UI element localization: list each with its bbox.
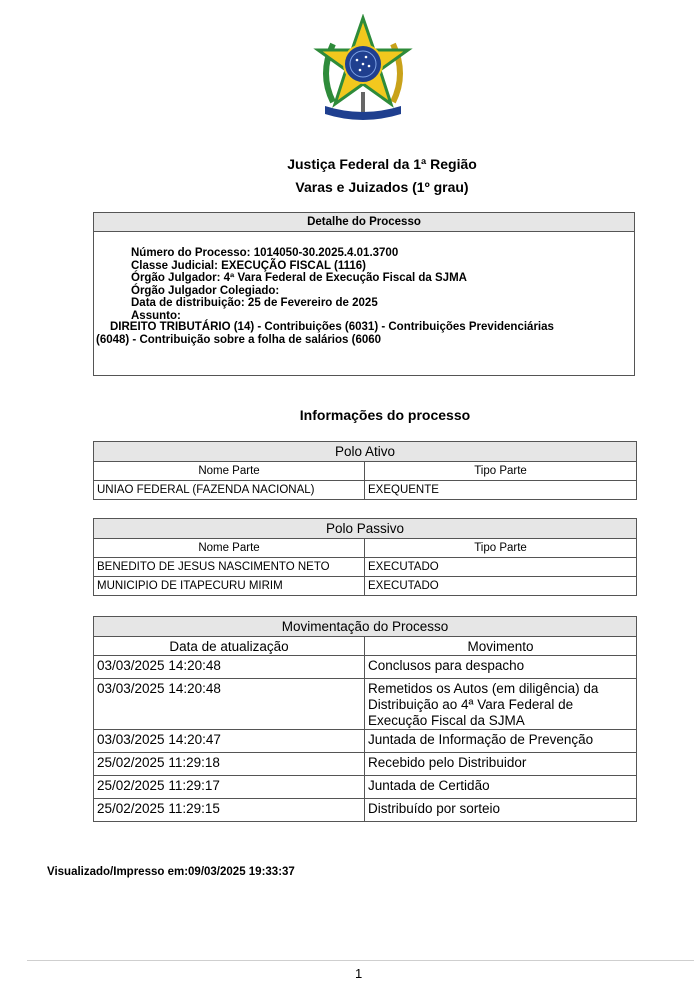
court-title: Justiça Federal da 1ª Região xyxy=(287,156,477,172)
table-row xyxy=(94,753,637,776)
process-movements-table xyxy=(93,616,637,822)
judicial-class: Classe Judicial: EXECUÇÃO FISCAL (1116) xyxy=(131,259,366,272)
process-info-title: Informações do processo xyxy=(299,407,471,423)
table-row xyxy=(94,730,637,753)
movement-date: 03/03/2025 14:20:48 xyxy=(94,656,365,679)
movement-description: Juntada de Certidão xyxy=(365,776,637,799)
subject-line-2: (6048) - Contribuição sobre a folha de salários (6060 xyxy=(96,334,382,346)
party-type: EXECUTADO xyxy=(365,558,637,577)
active-party-table xyxy=(93,441,637,500)
printed-timestamp: Visualizado/Impresso em:09/03/2025 19:33:37 xyxy=(47,866,295,878)
movement-description: Juntada de Informação de Prevenção xyxy=(365,730,637,753)
movements-title: Movimentação do Processo xyxy=(94,617,637,637)
collegiate-body: Órgão Julgador Colegiado: xyxy=(131,284,280,297)
column-header-party-type: Tipo Parte xyxy=(365,462,637,481)
movement-description: Remetidos os Autos (em diligência) da Distribuição ao 4ª Vara Federal de Execução Fiscal da SJMA xyxy=(365,679,637,730)
movement-date: 25/02/2025 11:29:15 xyxy=(94,799,365,822)
party-type: EXECUTADO xyxy=(365,577,637,596)
process-detail-box xyxy=(93,212,635,376)
column-header-party-type: Tipo Parte xyxy=(365,539,637,558)
column-header-party-name: Nome Parte xyxy=(94,462,365,481)
column-header-party-name: Nome Parte xyxy=(94,539,365,558)
movement-description: Distribuído por sorteio xyxy=(365,799,637,822)
table-row xyxy=(94,656,637,679)
page-number: 1 xyxy=(355,966,363,981)
passive-party-title: Polo Passivo xyxy=(94,519,637,539)
coat-of-arms-emblem xyxy=(313,14,413,124)
movement-description: Recebido pelo Distribuidor xyxy=(365,753,637,776)
process-detail-title: Detalhe do Processo xyxy=(94,213,634,232)
process-detail-fields xyxy=(131,247,467,323)
movement-date: 25/02/2025 11:29:17 xyxy=(94,776,365,799)
court-subtitle: Varas e Juizados (1º grau) xyxy=(295,179,469,195)
column-header-movement: Movimento xyxy=(365,637,637,656)
table-row xyxy=(94,481,637,500)
subject-label: Assunto: xyxy=(131,309,181,322)
table-row xyxy=(94,679,637,730)
movement-date: 03/03/2025 14:20:47 xyxy=(94,730,365,753)
party-name: UNIAO FEDERAL (FAZENDA NACIONAL) xyxy=(94,481,365,500)
table-row xyxy=(94,776,637,799)
active-party-title: Polo Ativo xyxy=(94,442,637,462)
subject-line-1: DIREITO TRIBUTÁRIO (14) - Contribuições (6031) - Contribuições Previdenciárias xyxy=(110,321,554,333)
movement-date: 25/02/2025 11:29:18 xyxy=(94,753,365,776)
movement-description: Conclusos para despacho xyxy=(365,656,637,679)
distribution-date: Data de distribuição: 25 de Fevereiro de 2025 xyxy=(131,297,378,310)
judging-body: Órgão Julgador: 4ª Vara Federal de Execução Fiscal da SJMA xyxy=(131,272,467,285)
page-divider xyxy=(27,960,694,961)
table-row xyxy=(94,799,637,822)
party-name: BENEDITO DE JESUS NASCIMENTO NETO xyxy=(94,558,365,577)
movement-date: 03/03/2025 14:20:48 xyxy=(94,679,365,730)
party-type: EXEQUENTE xyxy=(365,481,637,500)
process-number: Número do Processo: 1014050-30.2025.4.01.3700 xyxy=(131,247,399,259)
column-header-update-date: Data de atualização xyxy=(94,637,365,656)
party-name: MUNICIPIO DE ITAPECURU MIRIM xyxy=(94,577,365,596)
table-row xyxy=(94,577,637,596)
passive-party-table xyxy=(93,518,637,596)
table-row xyxy=(94,558,637,577)
